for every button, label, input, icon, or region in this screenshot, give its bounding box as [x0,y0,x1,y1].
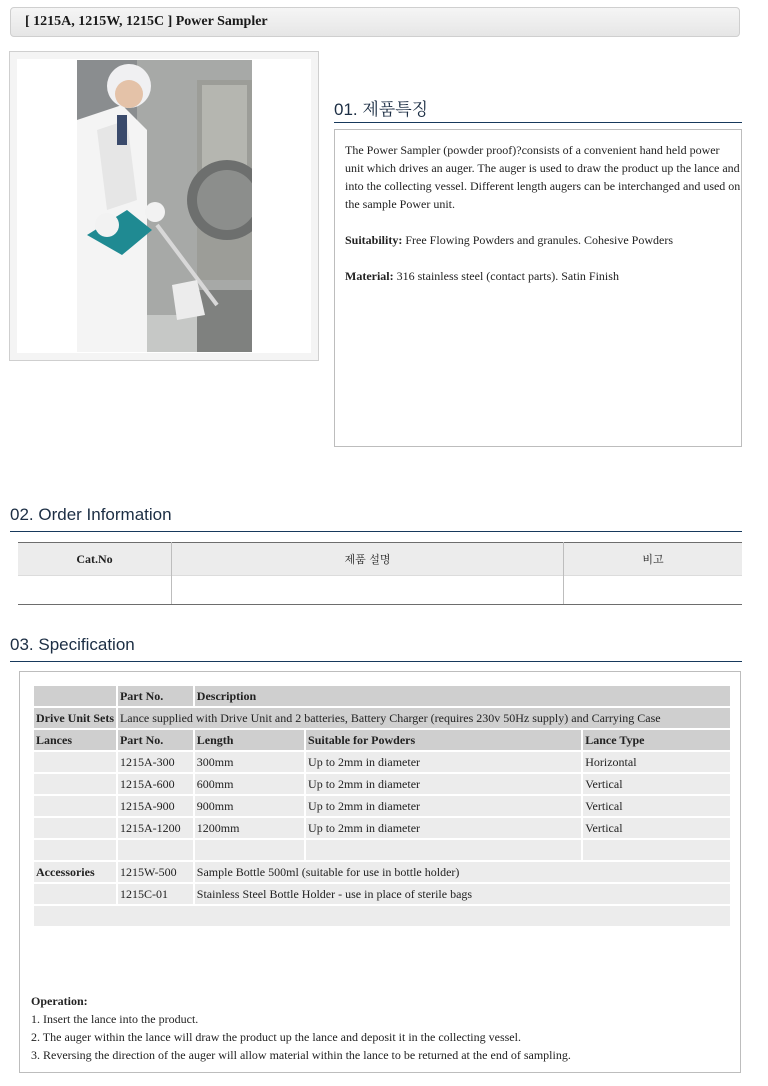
material-label: Material: [345,269,394,283]
suitability-line [345,231,741,249]
order-header-description: 제품 설명 [172,543,564,576]
features-description: The Power Sampler (powder proof)?consists of a convenient hand held power unit which drives an auger. The auger is used to draw the product up the lance and into the collecting vessel. Different length augers can be interchanged and used on the sample Power unit. [345,143,741,211]
spec-heading: 03. Specification [10,635,742,662]
accessory-row [34,862,730,882]
lances-header-partno: Part No. [118,730,193,750]
spec-cell [34,774,116,794]
operation-step: 3. Reversing the direction of the auger will allow material within the lance to be returned at the end of sampling. [31,1048,571,1062]
product-photo-image [77,60,252,352]
spec-table [32,684,732,928]
lances-header-type: Lance Type [583,730,730,750]
accessory-partno: 1215W-500 [118,862,193,882]
lance-length: 1200mm [195,818,304,838]
order-header-catno: Cat.No [18,543,172,576]
suitability-text: Free Flowing Powders and granules. Cohesive Powders [405,233,673,247]
lance-row [34,818,730,838]
lance-suitable: Up to 2mm in diameter [306,752,581,772]
lances-header-suitable: Suitable for Powders [306,730,581,750]
accessory-description: Stainless Steel Bottle Holder - use in place of sterile bags [195,884,730,904]
operation-step: 1. Insert the lance into the product. [31,1012,199,1026]
lance-partno: 1215A-900 [118,796,193,816]
drive-unit-label: Drive Unit Sets [34,708,116,728]
spec-cell [34,840,116,860]
accessory-row [34,884,730,904]
operation-step: 2. The auger within the lance will draw the product up the lance and deposit it in the collecting vessel. [31,1030,521,1044]
drive-unit-text: Lance supplied with Drive Unit and 2 batteries, Battery Charger (requires 230v 50Hz supply) and Carrying Case [118,708,730,728]
spec-header-description: Description [195,686,730,706]
lance-partno: 1215A-300 [118,752,193,772]
lance-row [34,774,730,794]
spec-cell [195,840,304,860]
operation-section [31,992,571,1064]
lance-partno: 1215A-600 [118,774,193,794]
lance-type: Horizontal [583,752,730,772]
spec-cell [306,840,581,860]
spec-cell [34,884,116,904]
order-cell [18,576,172,605]
order-cell [172,576,564,605]
lance-length: 900mm [195,796,304,816]
lances-header-length: Length [195,730,304,750]
page-title: [ 1215A, 1215W, 1215C ] Power Sampler [10,7,740,37]
order-table [18,542,742,605]
lance-suitable: Up to 2mm in diameter [306,796,581,816]
lance-length: 300mm [195,752,304,772]
lance-row [34,796,730,816]
order-cell [564,576,743,605]
spec-cell [34,686,116,706]
product-photo [17,59,311,353]
spec-cell [118,840,193,860]
spec-cell [34,796,116,816]
spec-cell [583,840,730,860]
drive-unit-row [34,708,730,728]
lances-header-row [34,730,730,750]
lance-partno: 1215A-1200 [118,818,193,838]
lance-suitable: Up to 2mm in diameter [306,818,581,838]
spec-cell [34,906,730,926]
blank-row [34,840,730,860]
product-photo-frame [9,51,319,361]
blank-row [34,906,730,926]
lance-type: Vertical [583,796,730,816]
spec-cell [34,752,116,772]
operation-title: Operation: [31,994,88,1008]
features-box [334,129,742,447]
order-empty-row [18,576,742,605]
accessories-label: Accessories [34,862,116,882]
lance-length: 600mm [195,774,304,794]
lance-type: Vertical [583,818,730,838]
order-header-remarks: 비고 [564,543,743,576]
suitability-label: Suitability: [345,233,403,247]
spec-header-partno: Part No. [118,686,193,706]
features-heading: 01. 제품특징 [334,95,742,123]
order-header-row [18,543,742,576]
spec-cell [34,818,116,838]
material-text: 316 stainless steel (contact parts). Satin Finish [396,269,619,283]
lance-row [34,752,730,772]
accessory-partno: 1215C-01 [118,884,193,904]
spec-header-row [34,686,730,706]
accessory-description: Sample Bottle 500ml (suitable for use in bottle holder) [195,862,730,882]
lance-type: Vertical [583,774,730,794]
lance-suitable: Up to 2mm in diameter [306,774,581,794]
order-heading: 02. Order Information [10,505,742,532]
lances-label: Lances [34,730,116,750]
spec-box [19,671,741,1073]
material-line [345,267,741,285]
